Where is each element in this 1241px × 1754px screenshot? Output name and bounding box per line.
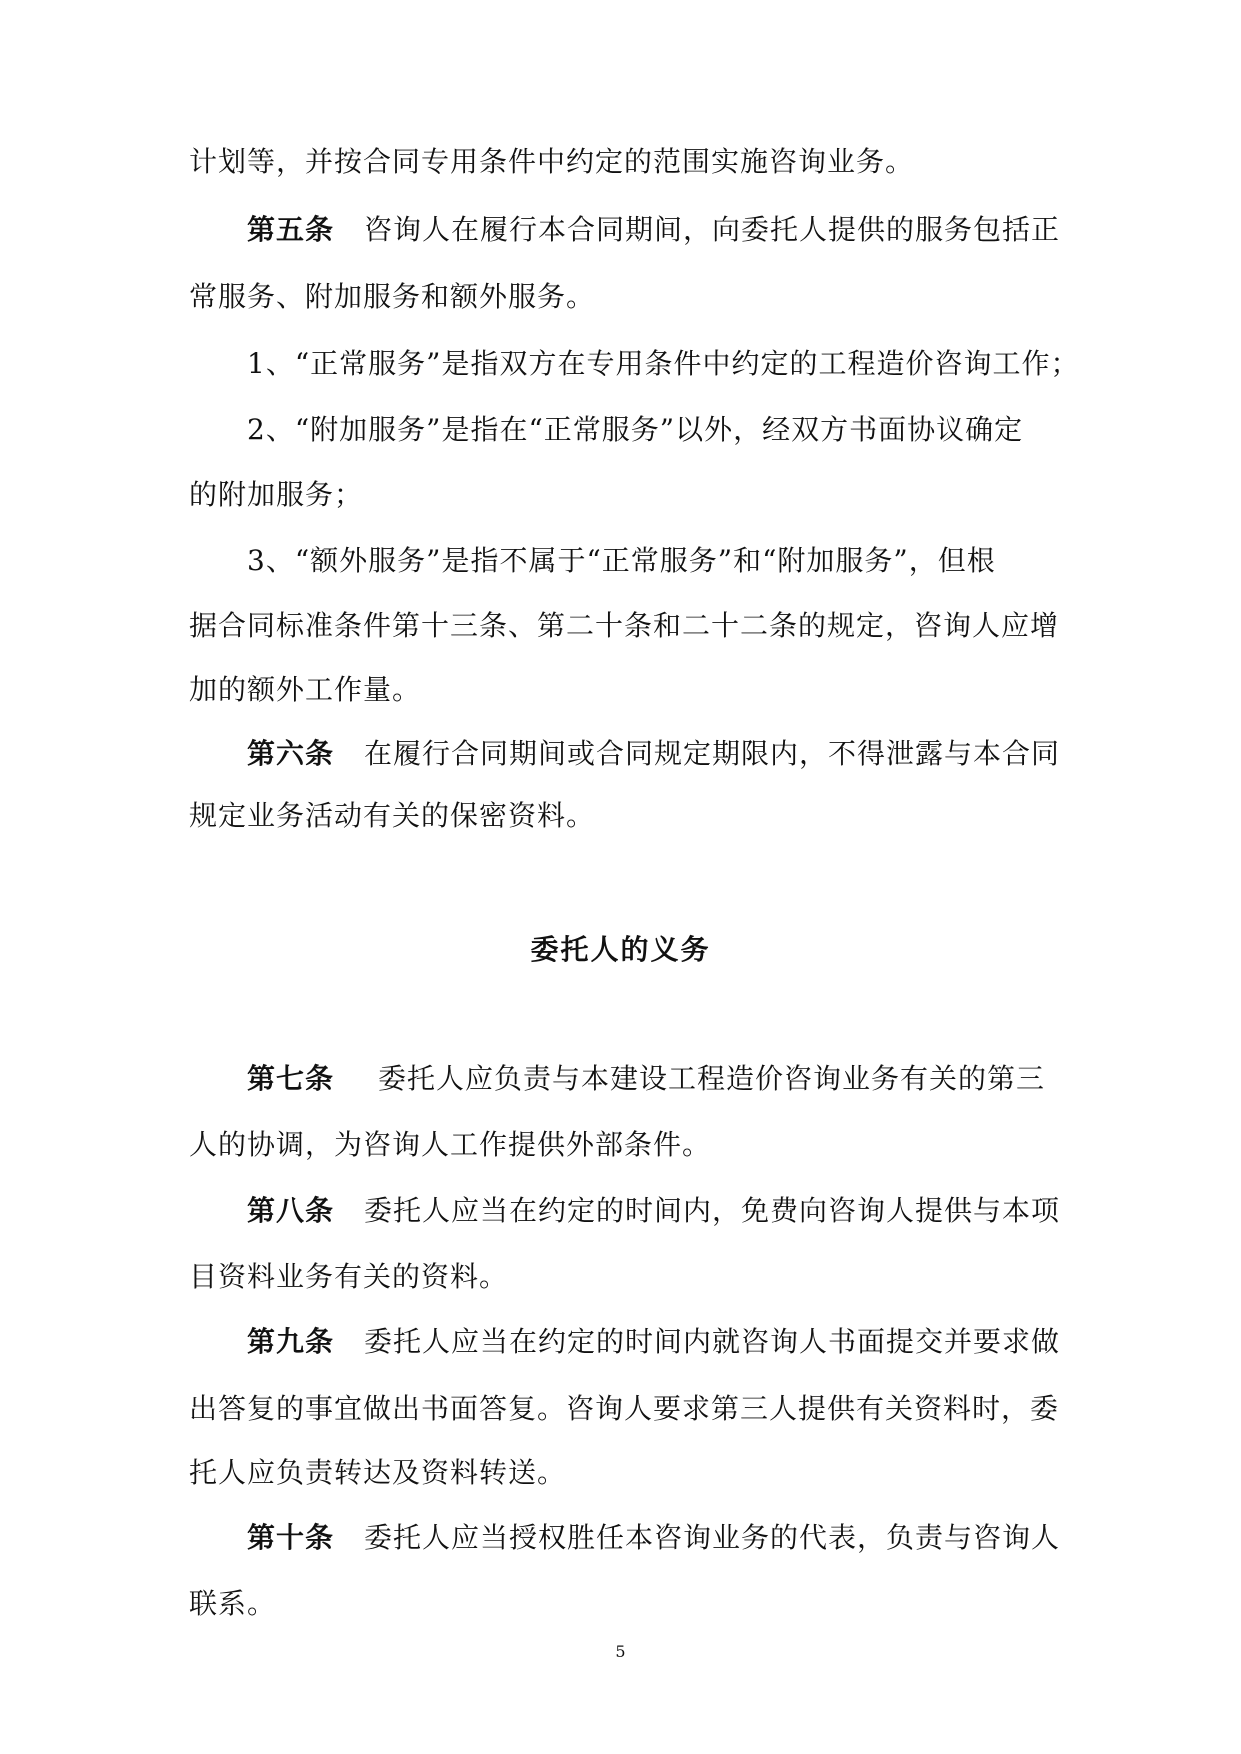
article-5-line-2 [189, 277, 1079, 317]
article-number: 第八条 [247, 1194, 335, 1227]
text: 2、“附加服务”是指在“正常服务”以外，经双方书面协议确定 [247, 413, 1024, 446]
text: 1、“正常服务”是指双方在专用条件中约定的工程造价咨询工作； [247, 347, 1080, 380]
article-6-line-2 [189, 796, 1079, 836]
list-item-3-line-2 [189, 606, 1079, 646]
text: 托人应负责转达及资料转送。 [189, 1456, 567, 1489]
section-heading: 委托人的义务 [530, 933, 711, 966]
text: 人的协调，为咨询人工作提供外部条件。 [189, 1128, 712, 1161]
text: 计划等，并按合同专用条件中约定的范围实施咨询业务。 [189, 145, 915, 178]
article-number: 第五条 [247, 213, 335, 246]
article-text: 委托人应负责与本建设工程造价咨询业务有关的第三 [378, 1062, 1046, 1095]
list-item-2-line-1 [247, 410, 1079, 450]
article-7-line-1 [247, 1059, 1079, 1099]
list-item-3-line-1 [247, 541, 1079, 581]
text: 据合同标准条件第十三条、第二十条和二十二条的规定，咨询人应增 [189, 609, 1060, 642]
paragraph-line [189, 142, 1079, 182]
article-6-line-1 [247, 734, 1079, 774]
text: 3、“额外服务”是指不属于“正常服务”和“附加服务”，但根 [247, 544, 996, 577]
article-9-line-1 [247, 1322, 1079, 1362]
text: 目资料业务有关的资料。 [189, 1260, 509, 1293]
article-10-line-1 [247, 1518, 1079, 1558]
article-8-line-1 [247, 1191, 1079, 1231]
text: 规定业务活动有关的保密资料。 [189, 799, 596, 832]
page-number: 5 [615, 1642, 626, 1661]
article-number: 第七条 [247, 1062, 335, 1095]
article-8-line-2 [189, 1257, 1079, 1297]
list-item-3-line-3 [189, 670, 1079, 710]
article-5-line-1 [247, 210, 1079, 250]
article-number: 第六条 [247, 737, 335, 770]
article-7-line-2 [189, 1125, 1079, 1165]
article-text: 在履行合同期间或合同规定期限内，不得泄露与本合同 [364, 737, 1061, 770]
text: 出答复的事宜做出书面答复。咨询人要求第三人提供有关资料时，委 [189, 1392, 1060, 1425]
list-item-2-line-2 [189, 475, 1079, 515]
article-text: 委托人应当授权胜任本咨询业务的代表，负责与咨询人 [364, 1521, 1061, 1554]
article-text: 委托人应当在约定的时间内就咨询人书面提交并要求做 [364, 1325, 1061, 1358]
article-9-line-3 [189, 1453, 1079, 1493]
text: 常服务、附加服务和额外服务。 [189, 280, 596, 313]
article-text: 委托人应当在约定的时间内，免费向咨询人提供与本项 [364, 1194, 1061, 1227]
list-item-1 [247, 344, 1117, 384]
text: 的附加服务； [189, 478, 364, 511]
text: 加的额外工作量。 [189, 673, 422, 706]
article-9-line-2 [189, 1389, 1079, 1429]
article-10-line-2 [189, 1584, 1079, 1624]
article-text: 咨询人在履行本合同期间，向委托人提供的服务包括正 [364, 213, 1061, 246]
article-number: 第九条 [247, 1325, 335, 1358]
article-number: 第十条 [247, 1521, 335, 1554]
text: 联系。 [189, 1587, 277, 1620]
